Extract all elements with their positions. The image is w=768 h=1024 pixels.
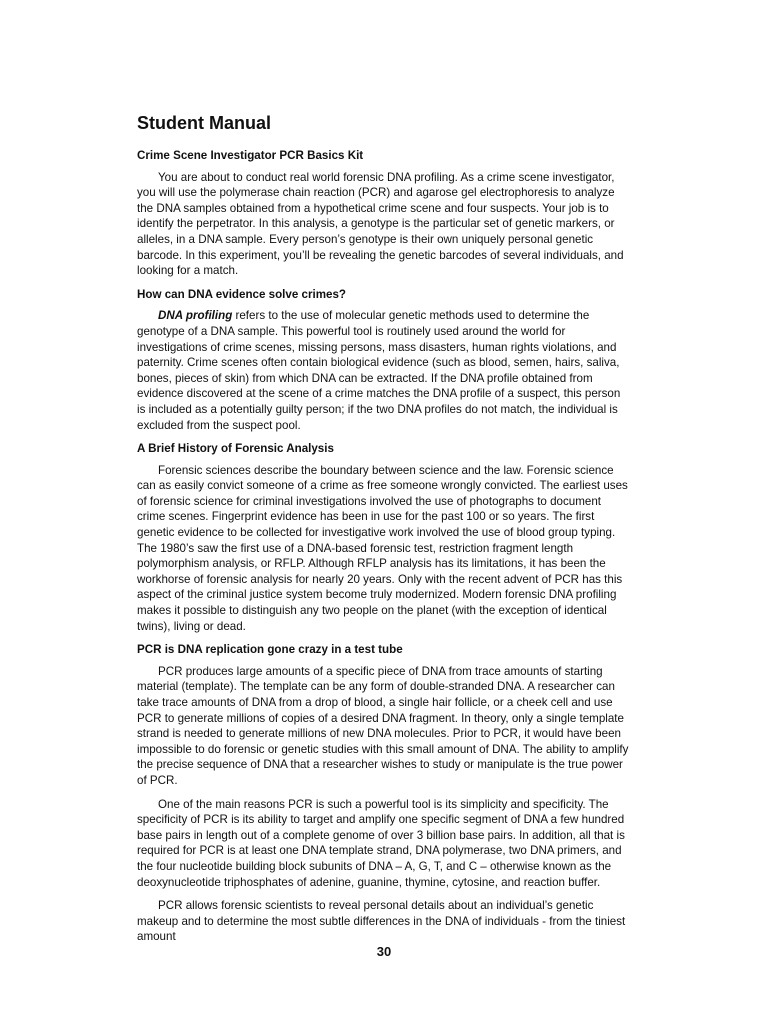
section-heading-pcr: PCR is DNA replication gone crazy in a test tube [137,643,403,657]
dna-profiling-paragraph [137,308,631,433]
page-title: Student Manual [137,113,271,133]
history-paragraph: Forensic sciences describe the boundary between science and the law. Forensic science can as easily convict someone of a crime as free someone wrongly convicted. The earliest uses of forensic science for criminal investigations involved the use of photographs to document crime scenes. Fingerprint evidence has been in use for the past 100 or so years. The first genetic evidence to be collected for investigative work involved the use of blood group typing. The 1980’s saw the first use of a DNA-based forensic test, restriction fragment length polymorphism analysis, or RFLP. Although RFLP analysis has its limitations, it has been the workhorse of forensic analysis for nearly 20 years. Only with the recent advent of PCR has this aspect of the criminal justice system become truly modernized. Modern forensic DNA profiling makes it possible to distinguish any two people on the planet (with the exception of identical twins), living or dead. [137,463,628,633]
pcr-paragraph-2: One of the main reasons PCR is such a powerful tool is its simplicity and specificity. The specificity of PCR is its ability to target and amplify one specific segment of DNA a few hundred base pairs in length out of a complete genome of over 3 billion base pairs. In addition, all that is required for PCR is at least one DNA template strand, DNA polymerase, two DNA primers, and the four nucleotide building block subunits of DNA – A, G, T, and C – otherwise known as the deoxynucleotide triphosphates of adenine, guanine, thymine, cytosine, and reaction buffer. [137,797,625,889]
intro-paragraph: You are about to conduct real world forensic DNA profiling. As a crime scene investigator, you will use the polymerase chain reaction (PCR) and agarose gel electrophoresis to analyze the DNA samples obtained from a hypothetical crime scene and four suspects. Your job is to identify the perpetrator. In this analysis, a genotype is the particular set of genetic markers, or alleles, in a DNA sample. Every person’s genotype is their own uniquely personal genetic barcode. In this experiment, you’ll be revealing the genetic barcodes of several individuals, and looking for a match. [137,170,624,278]
document-page [137,110,631,953]
section-heading-dna-evidence: How can DNA evidence solve crimes? [137,287,346,301]
dna-profiling-text: refers to the use of molecular genetic methods used to determine the genotype of a DNA sample. This powerful tool is routinely used around the world for investigations of crime scenes, missing persons, mass disasters, human rights violations, and paternity. Crime scenes often contain biological evidence (such as blood, semen, hairs, saliva, bones, pieces of skin) from which DNA can be extracted. If the DNA profile obtained from evidence discovered at the scene of a crime matches the DNA profile of a suspect, this person is included as a potentially guilty person; if the two DNA profiles do not match, the individual is excluded from the suspect pool. [137,309,621,432]
pcr-paragraph-1: PCR produces large amounts of a specific piece of DNA from trace amounts of starting material (template). The template can be any form of double-stranded DNA. A researcher can take trace amounts of DNA from a drop of blood, a single hair follicle, or a cheek cell and use PCR to generate millions of copies of a desired DNA fragment. In theory, only a single template strand is needed to generate millions of new DNA molecules. Prior to PCR, it would have been impossible to do forensic or genetic studies with this small amount of DNA. The ability to amplify the precise sequence of DNA that a researcher wishes to study or manipulate is the true power of PCR. [137,664,629,787]
section-heading-history: A Brief History of Forensic Analysis [137,442,334,456]
kit-subtitle: Crime Scene Investigator PCR Basics Kit [137,149,364,162]
page-number: 30 [376,944,392,959]
dna-profiling-term: DNA profiling [158,309,233,323]
pcr-paragraph-3: PCR allows forensic scientists to reveal personal details about an individual’s genetic makeup and to determine the most subtle differences in the DNA of individuals - from the tiniest amount [137,899,626,944]
